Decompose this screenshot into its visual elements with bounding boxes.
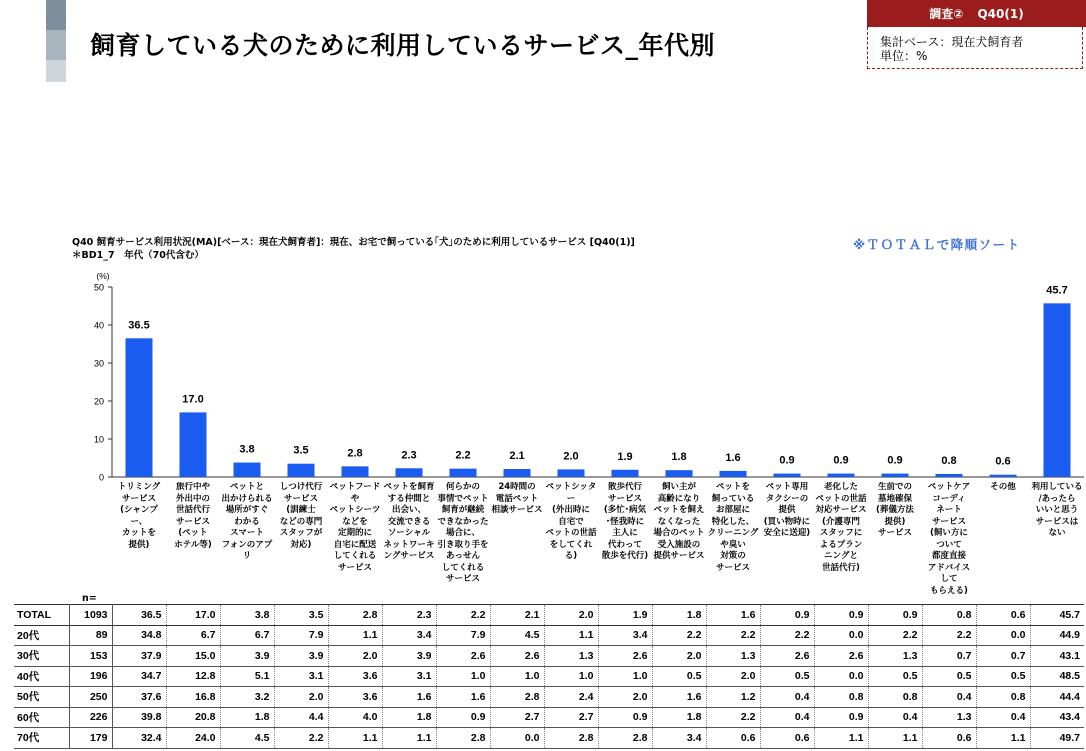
table-row bbox=[14, 728, 1084, 749]
bar-value-label: 2.2 bbox=[455, 449, 471, 462]
table-cell: 2.4 bbox=[544, 687, 598, 708]
row-label: 40代 bbox=[14, 666, 69, 687]
table-cell: 1.1 bbox=[814, 728, 868, 749]
bar-value-label: 0.6 bbox=[995, 455, 1011, 468]
table-cell: 37.6 bbox=[112, 687, 166, 708]
bar bbox=[234, 463, 261, 477]
y-unit-label: (%) bbox=[96, 271, 110, 281]
table-cell: 3.1 bbox=[274, 666, 328, 687]
table-cell: 1.1 bbox=[544, 625, 598, 646]
row-n: 179 bbox=[69, 728, 112, 749]
bar-value-label: 2.0 bbox=[563, 450, 579, 463]
table-cell: 0.4 bbox=[760, 707, 814, 728]
table-cell: 2.2 bbox=[922, 625, 976, 646]
y-tick-label: 50 bbox=[93, 282, 104, 293]
table-cell: 3.6 bbox=[328, 666, 382, 687]
table-cell: 44.4 bbox=[1030, 687, 1084, 708]
table-cell: 1.8 bbox=[652, 707, 706, 728]
table-cell: 2.1 bbox=[490, 605, 544, 626]
table-cell: 2.6 bbox=[814, 646, 868, 667]
table-cell: 44.9 bbox=[1030, 625, 1084, 646]
table-cell: 0.6 bbox=[760, 728, 814, 749]
bar bbox=[720, 471, 747, 477]
table-cell: 32.4 bbox=[112, 728, 166, 749]
table-cell: 0.4 bbox=[976, 707, 1030, 728]
bar bbox=[990, 475, 1017, 477]
row-n: 250 bbox=[69, 687, 112, 708]
table-cell: 1.9 bbox=[598, 605, 652, 626]
table-cell: 2.8 bbox=[490, 687, 544, 708]
table-cell: 0.5 bbox=[868, 666, 922, 687]
category-label: 飼い主が 高齢になり ペットを飼え なくなった 場合のペット 受入施設の 提供サービス bbox=[653, 482, 705, 561]
table-cell: 0.9 bbox=[868, 605, 922, 626]
table-cell: 2.2 bbox=[760, 625, 814, 646]
table-cell: 5.1 bbox=[220, 666, 274, 687]
category-label: 散歩代行 サービス (多忙･病気 ･怪我時に 主人に 代わって 散歩を代行) bbox=[601, 482, 649, 561]
table-cell: 0.5 bbox=[760, 666, 814, 687]
bar-value-label: 2.1 bbox=[509, 450, 525, 463]
table-cell: 2.8 bbox=[598, 728, 652, 749]
category-label: 生前での 墓地確保 (葬儀方法 提供) サービス bbox=[876, 482, 914, 538]
table-cell: 0.9 bbox=[760, 605, 814, 626]
table-cell: 4.5 bbox=[220, 728, 274, 749]
table-cell: 3.2 bbox=[220, 687, 274, 708]
table-cell: 3.1 bbox=[382, 666, 436, 687]
table-cell: 2.2 bbox=[868, 625, 922, 646]
bar-value-label: 3.5 bbox=[293, 444, 309, 457]
table-cell: 2.2 bbox=[706, 625, 760, 646]
bar bbox=[666, 470, 693, 477]
table-cell: 15.0 bbox=[166, 646, 220, 667]
base-line: 集計ベース：現在犬飼育者 bbox=[880, 35, 1024, 49]
table-cell: 7.9 bbox=[274, 625, 328, 646]
table-cell: 1.8 bbox=[652, 605, 706, 626]
table-cell: 0.9 bbox=[814, 707, 868, 728]
bar bbox=[936, 474, 963, 477]
question-line-1: Q40 飼育サービス利用状況(MA)[ベース：現在犬飼育者]：現在、お宅で飼っている｢犬｣のために利用しているサービス [Q40(1)] bbox=[72, 237, 635, 248]
table-cell: 0.5 bbox=[652, 666, 706, 687]
table-row bbox=[14, 687, 1084, 708]
table-cell: 6.7 bbox=[220, 625, 274, 646]
table-cell: 24.0 bbox=[166, 728, 220, 749]
table-cell: 36.5 bbox=[112, 605, 166, 626]
table-cell: 2.0 bbox=[652, 646, 706, 667]
bar bbox=[180, 412, 207, 477]
table-cell: 2.0 bbox=[598, 687, 652, 708]
table-cell: 0.8 bbox=[922, 605, 976, 626]
bar bbox=[1044, 303, 1071, 477]
table-cell: 1.0 bbox=[544, 666, 598, 687]
table-cell: 4.5 bbox=[490, 625, 544, 646]
table-cell: 1.6 bbox=[706, 605, 760, 626]
table-cell: 0.6 bbox=[922, 728, 976, 749]
table-cell: 2.8 bbox=[544, 728, 598, 749]
table-cell: 1.0 bbox=[490, 666, 544, 687]
y-tick-label: 0 bbox=[98, 472, 104, 483]
row-label: 30代 bbox=[14, 646, 69, 667]
table-cell: 4.0 bbox=[328, 707, 382, 728]
table-cell: 2.0 bbox=[274, 687, 328, 708]
table-cell: 3.9 bbox=[274, 646, 328, 667]
table-cell: 0.4 bbox=[922, 687, 976, 708]
sort-note: ※ＴＯＴＡＬで降順ソート bbox=[853, 237, 1021, 252]
y-tick-label: 30 bbox=[93, 358, 104, 369]
table-cell: 43.4 bbox=[1030, 707, 1084, 728]
table-cell: 2.6 bbox=[436, 646, 490, 667]
table-cell: 1.3 bbox=[706, 646, 760, 667]
bar-value-label: 1.6 bbox=[725, 451, 741, 464]
table-cell: 0.0 bbox=[814, 625, 868, 646]
table-cell: 2.6 bbox=[490, 646, 544, 667]
table-cell: 0.4 bbox=[868, 707, 922, 728]
table-cell: 1.1 bbox=[328, 728, 382, 749]
bar-value-label: 2.3 bbox=[401, 449, 417, 462]
table-cell: 2.8 bbox=[436, 728, 490, 749]
bar bbox=[504, 469, 531, 477]
table-cell: 1.1 bbox=[328, 625, 382, 646]
table-cell: 2.2 bbox=[436, 605, 490, 626]
table-cell: 0.6 bbox=[976, 605, 1030, 626]
table-cell: 1.3 bbox=[922, 707, 976, 728]
bar-value-label: 3.8 bbox=[239, 443, 255, 456]
table-cell: 2.0 bbox=[328, 646, 382, 667]
table-cell: 2.3 bbox=[382, 605, 436, 626]
table-cell: 3.9 bbox=[382, 646, 436, 667]
bar bbox=[882, 474, 909, 477]
table-cell: 3.4 bbox=[382, 625, 436, 646]
table-cell: 12.8 bbox=[166, 666, 220, 687]
table-cell: 0.0 bbox=[814, 666, 868, 687]
bar bbox=[342, 466, 369, 477]
category-label: しつけ代行 サービス (訓練士 などの専門 スタッフが 対応) bbox=[279, 482, 323, 550]
bar bbox=[450, 469, 477, 477]
row-label: 20代 bbox=[14, 625, 69, 646]
category-label: ペットを飼育 する仲間と 出会い、 交流できる ソーシャル ネットワーキ ングサービス bbox=[383, 482, 435, 561]
table-cell: 0.5 bbox=[976, 666, 1030, 687]
row-n: 196 bbox=[69, 666, 112, 687]
category-label: ペットケア コーディ ネート サービス (飼い方に ついて 都度直接 アドバイス して もらえる) bbox=[927, 482, 971, 596]
category-label: ペットと 出かけられる 場所がすぐ わかる スマート フォンのアプリ bbox=[221, 482, 273, 561]
table-cell: 2.6 bbox=[598, 646, 652, 667]
table-cell: 34.7 bbox=[112, 666, 166, 687]
table-cell: 0.7 bbox=[976, 646, 1030, 667]
category-label: トリミング サービス (シャンプー、 カットを 提供) bbox=[117, 482, 161, 550]
y-tick-label: 20 bbox=[93, 396, 104, 407]
question-code: Q40(1) bbox=[977, 6, 1024, 21]
bar-value-label: 0.9 bbox=[779, 454, 795, 467]
bar-value-label: 0.9 bbox=[887, 454, 903, 467]
table-row bbox=[14, 605, 1084, 626]
table-cell: 1.8 bbox=[382, 707, 436, 728]
category-label: 利用している /あったら いいと思う サービスは ない bbox=[1031, 482, 1083, 538]
y-tick-label: 10 bbox=[93, 434, 104, 445]
table-cell: 1.6 bbox=[652, 687, 706, 708]
question-line-2: ＊BD1_7 年代（70代含む） bbox=[72, 250, 204, 261]
category-label: 何らかの 事情でペット 飼育が継続 できなかった 場合に、 引き取り手を あっせん してくれる サービス bbox=[437, 482, 489, 584]
table-cell: 3.4 bbox=[652, 728, 706, 749]
table-cell: 0.9 bbox=[436, 707, 490, 728]
table-cell: 1.2 bbox=[706, 687, 760, 708]
table-cell: 0.5 bbox=[922, 666, 976, 687]
table-cell: 2.7 bbox=[490, 707, 544, 728]
table-cell: 3.5 bbox=[274, 605, 328, 626]
row-label: TOTAL bbox=[14, 605, 69, 626]
table-cell: 2.2 bbox=[652, 625, 706, 646]
bar-value-label: 1.9 bbox=[617, 450, 633, 463]
table-row bbox=[14, 625, 1084, 646]
bar-value-label: 36.5 bbox=[128, 319, 150, 332]
category-label: ペット専用 タクシーの 提供 (買い物時に 安全に送迎) bbox=[763, 482, 811, 538]
row-n: 1093 bbox=[69, 605, 112, 626]
table-cell: 1.3 bbox=[868, 646, 922, 667]
table-cell: 43.1 bbox=[1030, 646, 1084, 667]
table-row bbox=[14, 707, 1084, 728]
bar bbox=[828, 474, 855, 477]
table-cell: 1.6 bbox=[436, 687, 490, 708]
table-cell: 3.6 bbox=[328, 687, 382, 708]
table-cell: 0.0 bbox=[490, 728, 544, 749]
table-row bbox=[14, 646, 1084, 667]
table-cell: 3.9 bbox=[220, 646, 274, 667]
table-cell: 39.8 bbox=[112, 707, 166, 728]
table-cell: 3.8 bbox=[220, 605, 274, 626]
data-table bbox=[14, 604, 1084, 749]
table-cell: 0.9 bbox=[814, 605, 868, 626]
table-cell: 0.9 bbox=[598, 707, 652, 728]
category-label: ペットシッター (外出時に 自宅で ペットの世話 をしてくれる) bbox=[545, 482, 597, 561]
bar bbox=[558, 469, 585, 477]
table-cell: 4.4 bbox=[274, 707, 328, 728]
row-n: 226 bbox=[69, 707, 112, 728]
bar-value-label: 0.9 bbox=[833, 454, 849, 467]
table-cell: 0.6 bbox=[706, 728, 760, 749]
table-cell: 45.7 bbox=[1030, 605, 1084, 626]
table-cell: 1.0 bbox=[598, 666, 652, 687]
unit-line: 単位：% bbox=[880, 49, 928, 63]
table-cell: 1.6 bbox=[382, 687, 436, 708]
table-cell: 0.4 bbox=[760, 687, 814, 708]
table-cell: 2.2 bbox=[274, 728, 328, 749]
bar-value-label: 2.8 bbox=[347, 447, 363, 460]
survey-label: 調査② bbox=[929, 7, 964, 21]
table-cell: 37.9 bbox=[112, 646, 166, 667]
row-n: 89 bbox=[69, 625, 112, 646]
bar bbox=[774, 474, 801, 477]
table-cell: 1.1 bbox=[382, 728, 436, 749]
bar-value-label: 0.8 bbox=[941, 454, 957, 467]
table-cell: 48.5 bbox=[1030, 666, 1084, 687]
bar bbox=[612, 470, 639, 477]
bar-value-label: 45.7 bbox=[1046, 284, 1068, 297]
table-cell: 0.8 bbox=[976, 687, 1030, 708]
row-label: 70代 bbox=[14, 728, 69, 749]
table-cell: 0.7 bbox=[922, 646, 976, 667]
table-cell: 1.0 bbox=[436, 666, 490, 687]
page-title: 飼育している犬のために利用しているサービス_年代別 bbox=[90, 31, 716, 60]
table-cell: 1.3 bbox=[544, 646, 598, 667]
row-label: 50代 bbox=[14, 687, 69, 708]
category-label: その他 bbox=[990, 482, 1016, 492]
table-cell: 0.8 bbox=[814, 687, 868, 708]
row-label: 60代 bbox=[14, 707, 69, 728]
bar-value-label: 17.0 bbox=[182, 393, 204, 406]
table-cell: 2.0 bbox=[544, 605, 598, 626]
row-n: 153 bbox=[69, 646, 112, 667]
category-label: 旅行中や 外出中の 世話代行 サービス (ペット ホテル等) bbox=[174, 482, 212, 550]
table-cell: 20.8 bbox=[166, 707, 220, 728]
bar bbox=[126, 338, 153, 477]
table-cell: 34.8 bbox=[112, 625, 166, 646]
table-cell: 2.8 bbox=[328, 605, 382, 626]
table-cell: 0.8 bbox=[868, 687, 922, 708]
table-row bbox=[14, 666, 1084, 687]
table-cell: 3.4 bbox=[598, 625, 652, 646]
table-cell: 1.8 bbox=[220, 707, 274, 728]
category-label: 老化した ペットの世話 対応サービス (介護専門 スタッフに よるプラン ニングと 世話代行) bbox=[815, 482, 867, 573]
n-header: n= bbox=[82, 593, 97, 604]
bar bbox=[288, 464, 315, 477]
table-cell: 1.1 bbox=[868, 728, 922, 749]
bar-value-label: 1.8 bbox=[671, 451, 687, 464]
category-label: ペットフードや ペットシーツ などを 定期的に 自宅に配送 してくれる サービス bbox=[329, 482, 381, 573]
bar bbox=[396, 468, 423, 477]
table-cell: 2.6 bbox=[760, 646, 814, 667]
table-cell: 49.7 bbox=[1030, 728, 1084, 749]
y-tick-label: 40 bbox=[93, 320, 104, 331]
table-cell: 16.8 bbox=[166, 687, 220, 708]
table-cell: 1.1 bbox=[976, 728, 1030, 749]
category-label: ペットを 飼っている お部屋に 特化した、 クリーニング や臭い 対策の サービス bbox=[707, 482, 759, 573]
table-cell: 2.7 bbox=[544, 707, 598, 728]
table-cell: 0.0 bbox=[976, 625, 1030, 646]
table-cell: 2.0 bbox=[706, 666, 760, 687]
table-cell: 7.9 bbox=[436, 625, 490, 646]
table-cell: 17.0 bbox=[166, 605, 220, 626]
table-cell: 6.7 bbox=[166, 625, 220, 646]
category-label: 24時間の 電話ペット 相談サービス bbox=[491, 482, 543, 515]
table-cell: 2.2 bbox=[706, 707, 760, 728]
